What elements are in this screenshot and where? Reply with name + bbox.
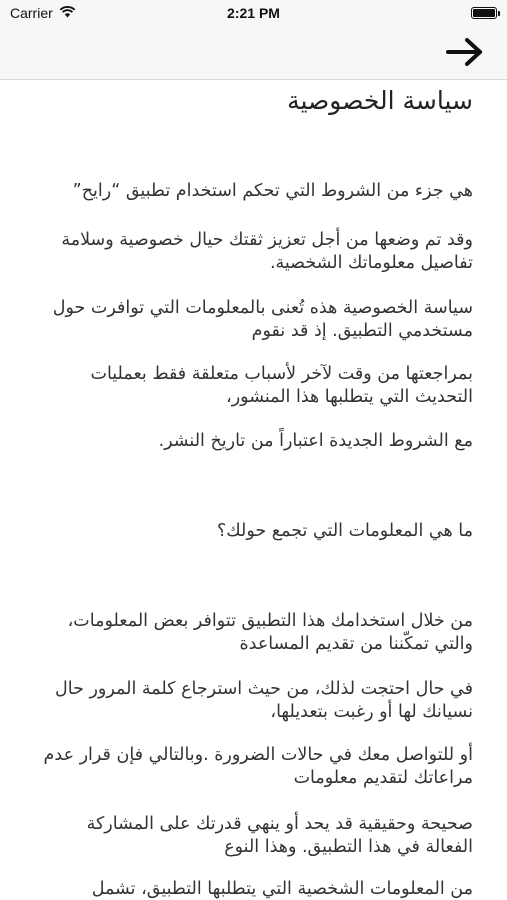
paragraph-intro: هي جزء من الشروط التي تحكم استخدام تطبيق “رايح” xyxy=(72,181,473,201)
paragraph-personal-info: من المعلومات الشخصية التي يتطلبها التطبيق، تشمل xyxy=(91,879,473,899)
battery-icon xyxy=(471,7,497,19)
battery-level xyxy=(473,9,495,17)
paragraph-new-terms: مع الشروط الجديدة اعتباراً من تاريخ النشر. xyxy=(158,431,473,451)
paragraph-scope: سياسة الخصوصية هذه تُعنى بالمعلومات التي توافرت حول مستخدمي التطبيق. إذ قد نقوم xyxy=(52,298,473,341)
back-button[interactable] xyxy=(445,36,485,72)
paragraph-contact: أو للتواصل معك في حالات الضرورة .وبالتالي فإن قرار عدم مراعاتك لتقديم معلومات xyxy=(43,745,473,788)
paragraph-password: في حال احتجت لذلك، من حيث استرجاع كلمة المرور حال نسيانك لها أو رغبت بتعديلها، xyxy=(55,679,473,722)
carrier-label: Carrier xyxy=(10,5,53,21)
status-bar xyxy=(0,0,507,28)
paragraph-usage-info: من خلال استخدامك هذا التطبيق تتوافر بعض المعلومات، والتي تمكّننا من تقديم المساعدة xyxy=(67,611,473,654)
arrow-right-icon xyxy=(446,37,484,71)
page-title: سياسة الخصوصية xyxy=(287,86,473,115)
navigation-bar xyxy=(0,28,507,80)
paragraph-review: بمراجعتها من وقت لآخر لأسباب متعلقة فقط بعمليات التحديث التي يتطلبها هذا المنشور، xyxy=(90,364,473,407)
section-heading-collected-info: ما هي المعلومات التي تجمع حولك؟ xyxy=(217,521,473,541)
status-time: 2:21 PM xyxy=(227,5,280,21)
privacy-policy-content[interactable] xyxy=(0,80,507,900)
paragraph-accuracy: صحيحة وحقيقية قد يحد أو ينهي قدرتك على المشاركة الفعالة في هذا التطبيق. وهذا النوع xyxy=(86,814,473,857)
paragraph-trust: وقد تم وضعها من أجل تعزيز ثقتك حيال خصوصية وسلامة تفاصيل معلوماتك الشخصية. xyxy=(61,230,473,273)
